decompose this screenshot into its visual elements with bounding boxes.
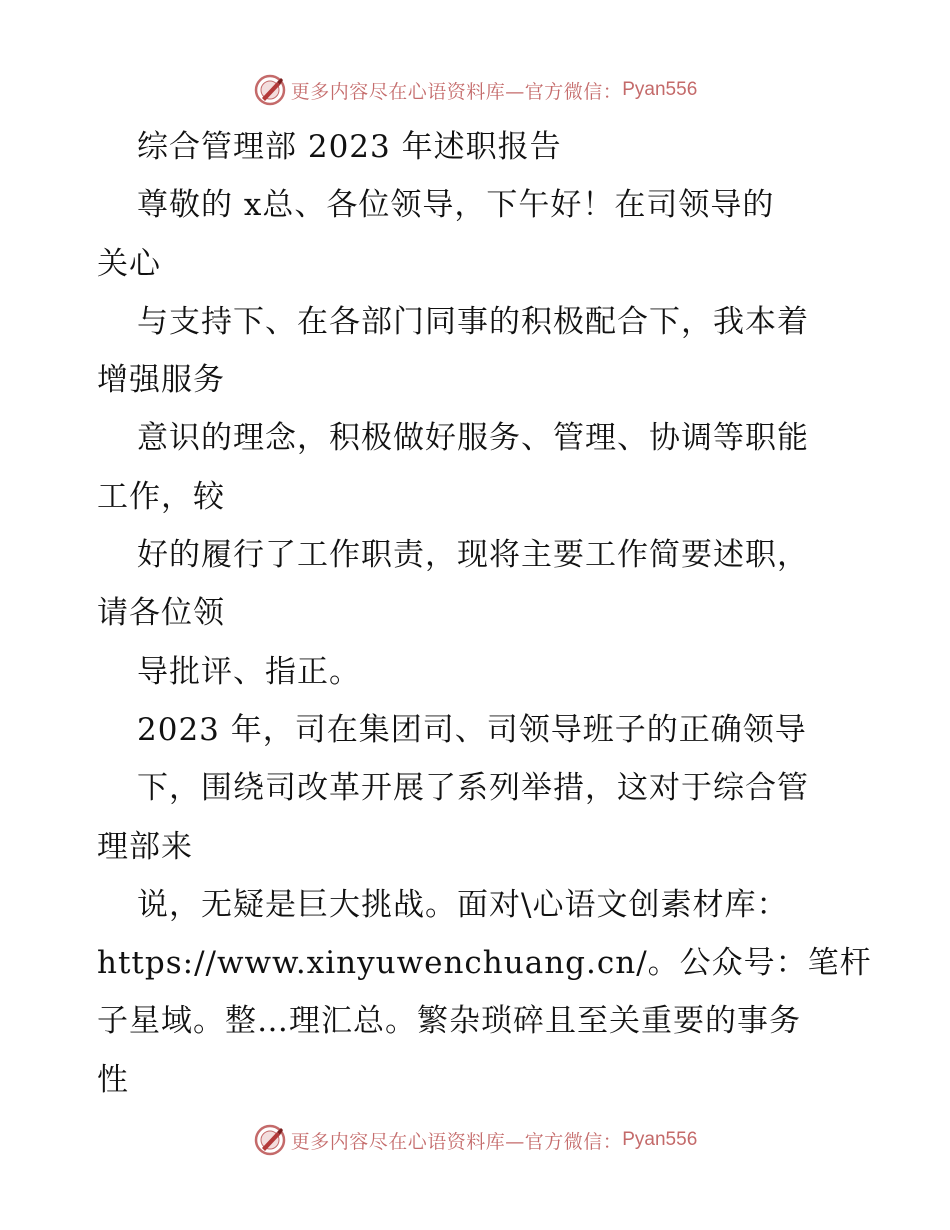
paragraph-line: 尊敬的 x总、各位领导，下午好！在司领导的 (137, 187, 775, 224)
document-title: 综合管理部 2023 年述职报告 (137, 129, 562, 165)
pen-seal-icon (253, 1123, 287, 1157)
footer-banner (0, 1120, 950, 1160)
document-body (97, 118, 872, 1109)
paragraph-line: 与支持下、在各部门同事的积极配合下，我本着 (137, 303, 809, 340)
banner-wechat-id: Pyan556 (622, 1129, 698, 1150)
paragraph-line: 增强服务 (97, 362, 225, 399)
paragraph-line: 导批评、指正。 (137, 653, 361, 690)
paragraph-line: 性 (97, 1061, 129, 1098)
paragraph-line: 下，围绕司改革开展了系列举措，这对于综合管 (137, 770, 809, 807)
paragraph-line: 工作，较 (97, 478, 225, 515)
banner-wechat-id: Pyan556 (622, 79, 698, 100)
paragraph-line: 2023 年，司在集团司、司领导班子的正确领导 (137, 711, 807, 748)
header-banner (0, 70, 950, 110)
banner-text: 更多内容尽在心语资料库—官方微信： (290, 80, 623, 103)
paragraph-line: 请各位领 (97, 595, 225, 632)
paragraph-line: 说，无疑是巨大挑战。面对\心语文创素材库： (137, 886, 789, 923)
paragraph-line: 关心 (97, 245, 161, 282)
paragraph-line: 理部来 (97, 828, 193, 865)
pen-seal-icon (253, 73, 287, 107)
paragraph-line: 好的履行了工作职责，现将主要工作简要述职， (137, 537, 809, 574)
banner-text: 更多内容尽在心语资料库—官方微信： (290, 1130, 623, 1153)
paragraph-line: 子星域。整…理汇总。繁杂琐碎且至关重要的事务 (97, 1003, 801, 1040)
paragraph-line: https://www.xinyuwenchuang.cn/。公众号：笔杆 (97, 945, 872, 982)
paragraph-line: 意识的理念，积极做好服务、管理、协调等职能 (137, 420, 809, 457)
